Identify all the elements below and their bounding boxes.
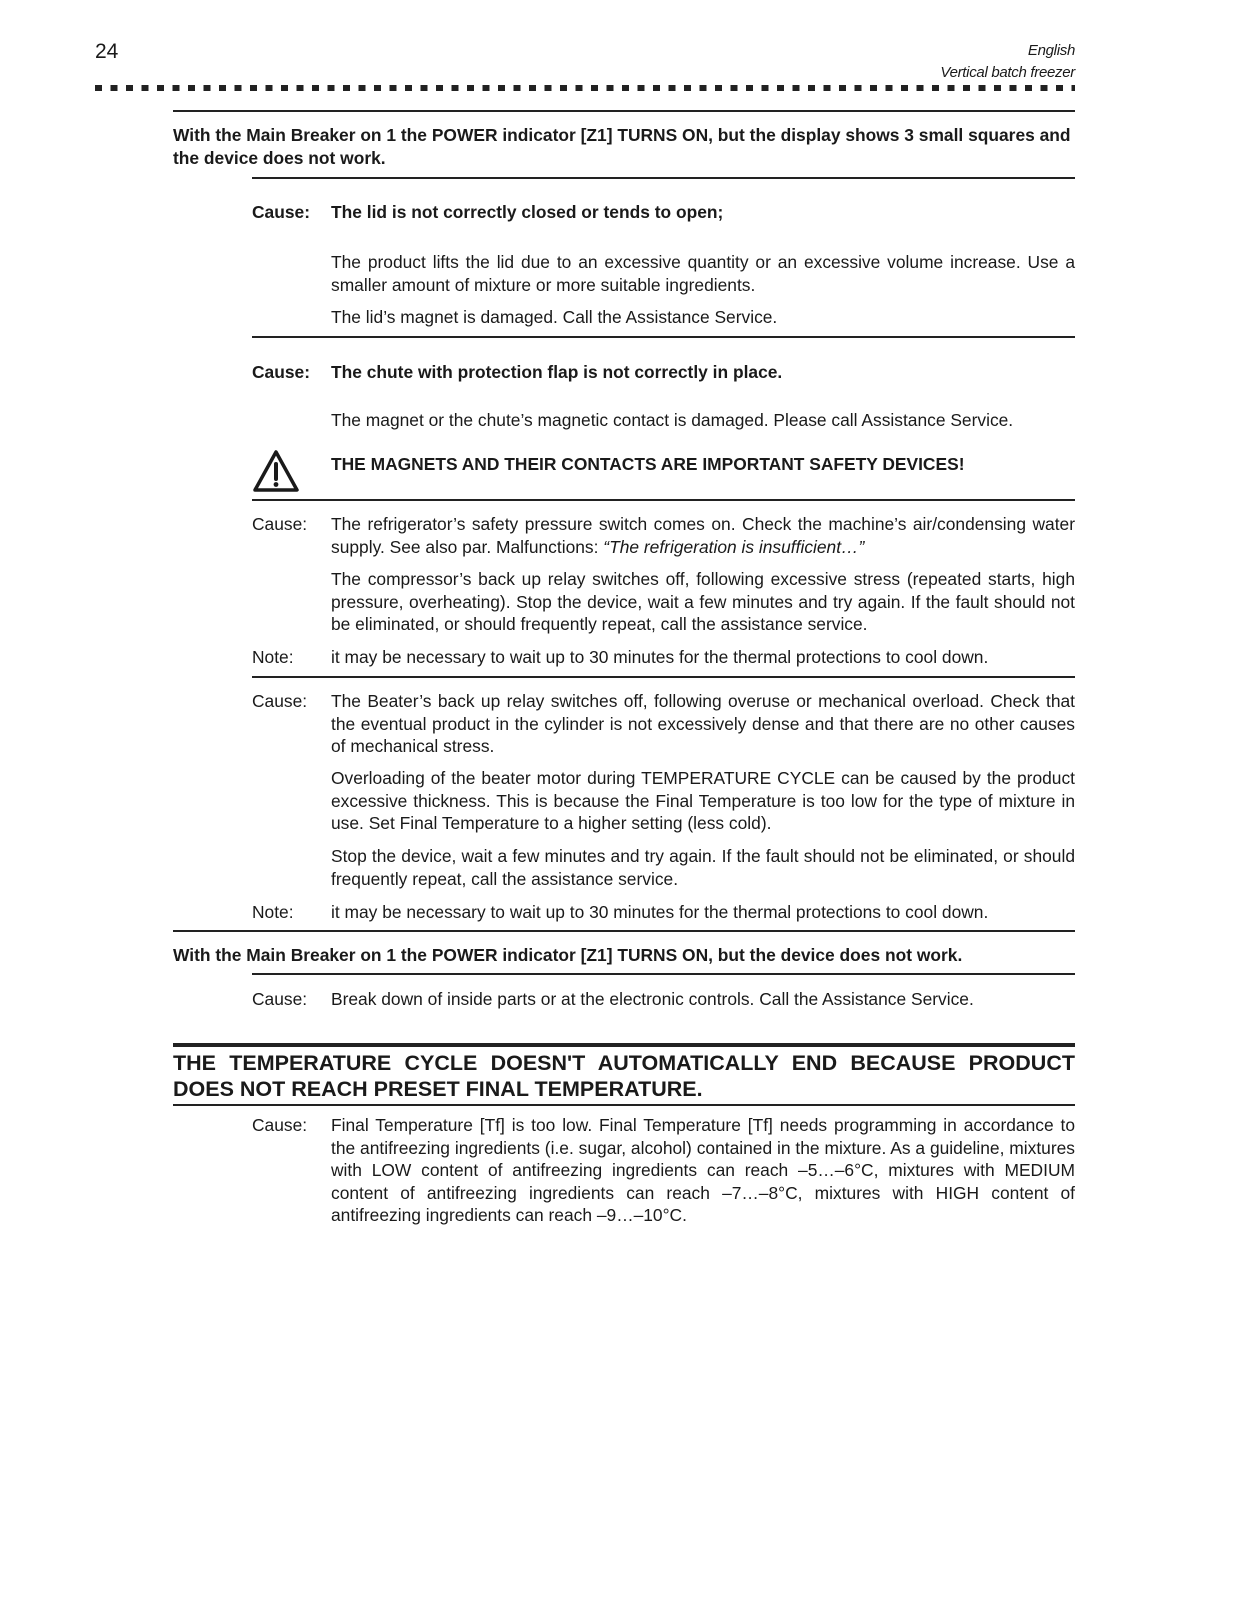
paragraph: The magnet or the chute’s magnetic contact is damaged. Please call Assistance Service.	[331, 410, 1014, 430]
paragraph-text: The refrigerator’s safety pressure switch comes on. Check the machine’s air/condensing water supply. See also par. Malfunctions:	[331, 514, 1075, 557]
cause-label: Cause:	[252, 362, 310, 382]
cause-title: The chute with protection flap is not correctly in place.	[331, 362, 783, 382]
malfunction-reference: “The refrigeration is insufficient…”	[603, 536, 865, 557]
warning-triangle-icon	[252, 449, 300, 493]
paragraph: Overloading of the beater motor during TEMPERATURE CYCLE can be caused by the product excessive thickness. This is because the Final Temperature is too low for the type of mixture in use. Set Final Temperature to a higher setting (less cold).	[331, 768, 1075, 834]
header-product: Vertical batch freezer	[940, 64, 1075, 81]
paragraph: Break down of inside parts or at the electronic controls. Call the Assistance Service.	[331, 989, 974, 1009]
divider	[173, 110, 1075, 112]
divider	[252, 499, 1075, 501]
cause-label: Cause:	[252, 691, 308, 711]
cause-label: Cause:	[252, 514, 308, 534]
paragraph	[331, 513, 1075, 558]
divider	[173, 1104, 1075, 1106]
section-divider	[173, 1043, 1075, 1047]
page-number: 24	[95, 40, 119, 63]
note-text: it may be necessary to wait up to 30 minutes for the thermal protections to cool down.	[331, 647, 989, 667]
note-label: Note:	[252, 647, 294, 667]
divider	[252, 973, 1075, 975]
cause-label: Cause:	[252, 989, 308, 1009]
cause-label: Cause:	[252, 1115, 308, 1135]
cause-label: Cause:	[252, 202, 310, 222]
problem-heading: With the Main Breaker on 1 the POWER indicator [Z1] TURNS ON, but the display shows 3 small squares and the device does not work.	[173, 125, 1071, 168]
paragraph: The product lifts the lid due to an excessive quantity or an excessive volume increase. Use a smaller amount of mixture or more suitable ingredients.	[331, 252, 1075, 295]
section-heading: THE TEMPERATURE CYCLE DOESN'T AUTOMATICALLY END BECAUSE PRODUCT DOES NOT REACH PRESET FINAL TEMPERATURE.	[173, 1051, 1075, 1101]
divider	[252, 676, 1075, 678]
note-label: Note:	[252, 902, 294, 922]
divider	[173, 930, 1075, 932]
note-text: it may be necessary to wait up to 30 minutes for the thermal protections to cool down.	[331, 902, 989, 922]
problem-heading: With the Main Breaker on 1 the POWER indicator [Z1] TURNS ON, but the device does not work.	[173, 945, 963, 965]
divider	[252, 336, 1075, 338]
paragraph: The Beater’s back up relay switches off, following overuse or mechanical overload. Check that the eventual product in the cylinder is not excessively dense and that there are no other causes of mechanical stress.	[331, 691, 1075, 757]
header-dashed-divider	[95, 85, 1075, 91]
paragraph: The compressor’s back up relay switches off, following excessive stress (repeated starts, high pressure, overheating). Stop the device, wait a few minutes and try again. If the fault should not be eliminated, or should frequently repeat, call the assistance service.	[331, 569, 1075, 635]
header-language: English	[1027, 42, 1075, 59]
paragraph: Final Temperature [Tf] is too low. Final Temperature [Tf] needs programming in accordance to the antifreezing ingredients (i.e. sugar, alcohol) contained in the mixture. As a guideline, mixtures with LOW content of antifreezing ingredients can reach –5…–6°C, mixtures with MEDIUM content of antifreezing ingredients can reach –7…–8°C, mixtures with HIGH content of antifreezing ingredients can reach –9…–10°C.	[331, 1115, 1075, 1226]
cause-title: The lid is not correctly closed or tends to open;	[331, 202, 724, 222]
paragraph: Stop the device, wait a few minutes and try again. If the fault should not be eliminated, or should frequently repeat, call the assistance service.	[331, 846, 1075, 889]
safety-warning: THE MAGNETS AND THEIR CONTACTS ARE IMPORTANT SAFETY DEVICES!	[331, 454, 965, 474]
divider	[252, 177, 1075, 179]
paragraph: The lid’s magnet is damaged. Call the Assistance Service.	[331, 307, 778, 327]
